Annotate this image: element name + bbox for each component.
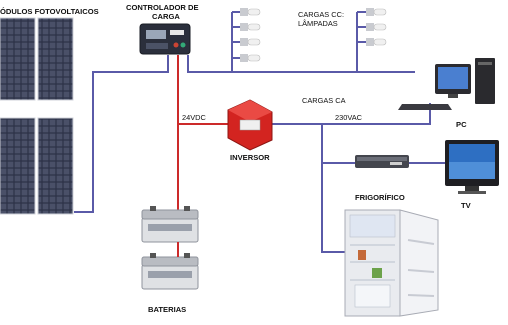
- panel-wire: [74, 55, 168, 212]
- label-frigorifico: FRIGORÍFICO: [355, 193, 405, 202]
- fridge: [345, 210, 438, 316]
- lamp-icon: [366, 38, 386, 46]
- battery: [142, 253, 198, 289]
- label-230vac: 230VAC: [335, 113, 362, 122]
- lamp-icon: [240, 8, 260, 16]
- dvd-player: [355, 155, 409, 168]
- label-tv: TV: [461, 201, 471, 210]
- label-cargas-cc-l2: LÂMPADAS: [298, 19, 338, 28]
- label-controlador-l2: CARGA: [152, 12, 180, 21]
- lamp-feed-left: [232, 12, 240, 72]
- lamp-icon: [240, 38, 260, 46]
- lamp-icon: [366, 23, 386, 31]
- label-baterias: BATERIAS: [148, 305, 187, 314]
- tv: [445, 140, 499, 194]
- solar-panel: [38, 18, 73, 100]
- lamp-icon: [366, 8, 386, 16]
- label-inversor: INVERSOR: [230, 153, 270, 162]
- battery: [142, 206, 198, 242]
- cc-bus-wire: [188, 55, 415, 72]
- lamp-icon: [240, 54, 260, 62]
- solar-panel: [0, 18, 35, 100]
- lamps-left: [240, 8, 260, 62]
- label-controlador-l1: CONTROLADOR DE: [126, 3, 199, 12]
- charge-controller: [140, 24, 190, 54]
- label-pc: PC: [456, 120, 467, 129]
- lamps-right: [366, 8, 386, 46]
- solar-panel: [0, 118, 35, 214]
- ac-down-wire: [322, 124, 345, 252]
- solar-panels: [0, 18, 73, 214]
- lamp-icon: [240, 23, 260, 31]
- label-modulos: ÓDULOS FOTOVOLTAICOS: [0, 7, 99, 16]
- pc: [398, 58, 495, 110]
- label-cargas-ca: CARGAS CA: [302, 96, 346, 105]
- lamp-feed-right: [357, 12, 366, 72]
- label-24vdc: 24VDC: [182, 113, 206, 122]
- inverter: [228, 100, 272, 150]
- fridge-door: [400, 210, 438, 316]
- pc-keyboard: [398, 104, 452, 110]
- label-cargas-cc-l1: CARGAS CC:: [298, 10, 344, 19]
- solar-panel: [38, 118, 73, 214]
